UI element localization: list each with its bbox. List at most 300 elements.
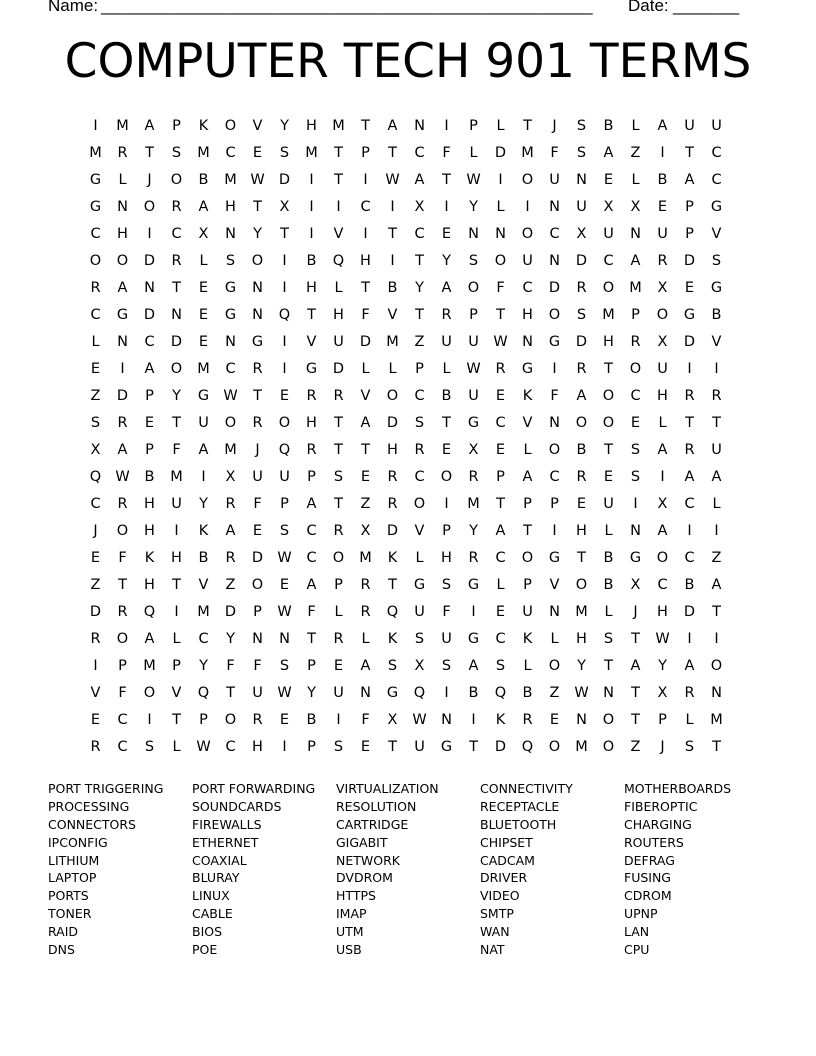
grid-letter[interactable]: G: [305, 360, 318, 377]
grid-letter[interactable]: T: [604, 441, 613, 458]
grid-letter[interactable]: B: [306, 252, 317, 269]
grid-letter[interactable]: B: [603, 576, 614, 593]
grid-letter[interactable]: X: [657, 279, 668, 296]
grid-letter[interactable]: L: [550, 630, 559, 647]
grid-letter[interactable]: Y: [226, 630, 235, 647]
grid-letter[interactable]: X: [360, 522, 371, 539]
grid-letter[interactable]: T: [307, 630, 316, 647]
grid-letter[interactable]: A: [117, 279, 128, 296]
grid-letter[interactable]: U: [414, 738, 425, 755]
grid-letter[interactable]: U: [441, 630, 452, 647]
grid-letter[interactable]: P: [334, 576, 343, 593]
grid-letter[interactable]: H: [522, 306, 533, 323]
grid-letter[interactable]: M: [170, 468, 183, 485]
grid-letter[interactable]: P: [415, 360, 424, 377]
grid-letter[interactable]: K: [495, 711, 506, 728]
grid-letter[interactable]: G: [521, 360, 534, 377]
grid-letter[interactable]: R: [333, 387, 344, 404]
grid-letter[interactable]: R: [360, 576, 371, 593]
grid-letter[interactable]: U: [252, 468, 263, 485]
grid-letter[interactable]: N: [549, 198, 560, 215]
grid-letter[interactable]: H: [387, 441, 398, 458]
grid-letter[interactable]: B: [387, 279, 398, 296]
grid-letter[interactable]: R: [117, 495, 128, 512]
grid-letter[interactable]: G: [386, 684, 399, 701]
grid-letter[interactable]: T: [496, 495, 505, 512]
grid-letter[interactable]: T: [685, 414, 694, 431]
grid-letter[interactable]: T: [712, 738, 721, 755]
grid-letter[interactable]: R: [684, 684, 695, 701]
grid-letter[interactable]: O: [440, 468, 453, 485]
grid-letter[interactable]: Q: [494, 684, 507, 701]
grid-letter[interactable]: I: [174, 522, 179, 539]
grid-letter[interactable]: A: [684, 468, 695, 485]
grid-letter[interactable]: M: [575, 738, 588, 755]
grid-letter[interactable]: R: [468, 549, 479, 566]
grid-letter[interactable]: C: [306, 549, 317, 566]
grid-letter[interactable]: N: [495, 225, 506, 242]
grid-letter[interactable]: W: [223, 387, 238, 404]
grid-letter[interactable]: D: [143, 252, 156, 269]
grid-letter[interactable]: R: [495, 360, 506, 377]
grid-letter[interactable]: V: [414, 522, 425, 539]
grid-letter[interactable]: L: [91, 333, 100, 350]
grid-letter[interactable]: T: [253, 387, 262, 404]
grid-letter[interactable]: R: [117, 144, 128, 161]
grid-letter[interactable]: T: [712, 603, 721, 620]
grid-letter[interactable]: U: [603, 495, 614, 512]
grid-letter[interactable]: D: [683, 333, 696, 350]
grid-letter[interactable]: O: [602, 738, 615, 755]
grid-letter[interactable]: A: [360, 414, 371, 431]
grid-letter[interactable]: O: [278, 414, 291, 431]
grid-letter[interactable]: T: [415, 306, 424, 323]
grid-letter[interactable]: N: [225, 225, 236, 242]
grid-letter[interactable]: I: [525, 198, 530, 215]
grid-letter[interactable]: Y: [415, 279, 424, 296]
grid-letter[interactable]: U: [468, 333, 479, 350]
grid-letter[interactable]: L: [496, 198, 505, 215]
grid-letter[interactable]: W: [385, 171, 400, 188]
grid-letter[interactable]: C: [198, 630, 209, 647]
grid-letter[interactable]: Z: [90, 387, 101, 404]
grid-letter[interactable]: Z: [225, 576, 236, 593]
grid-letter[interactable]: E: [360, 738, 371, 755]
grid-letter[interactable]: R: [90, 738, 101, 755]
grid-letter[interactable]: T: [280, 225, 289, 242]
grid-letter[interactable]: U: [549, 171, 560, 188]
grid-letter[interactable]: A: [306, 495, 317, 512]
grid-letter[interactable]: P: [523, 495, 532, 512]
grid-letter[interactable]: E: [549, 711, 560, 728]
grid-letter[interactable]: E: [252, 522, 263, 539]
grid-letter[interactable]: U: [468, 387, 479, 404]
grid-letter[interactable]: K: [387, 630, 398, 647]
grid-letter[interactable]: B: [576, 441, 587, 458]
grid-letter[interactable]: U: [441, 333, 452, 350]
grid-letter[interactable]: N: [252, 306, 263, 323]
grid-letter[interactable]: E: [90, 549, 101, 566]
grid-letter[interactable]: B: [144, 468, 155, 485]
grid-letter[interactable]: E: [630, 414, 641, 431]
grid-letter[interactable]: I: [444, 198, 449, 215]
grid-letter[interactable]: F: [118, 684, 127, 701]
grid-letter[interactable]: T: [388, 576, 397, 593]
grid-letter[interactable]: N: [144, 279, 155, 296]
grid-letter[interactable]: L: [523, 657, 532, 674]
grid-letter[interactable]: V: [360, 387, 371, 404]
grid-letter[interactable]: H: [225, 198, 236, 215]
grid-letter[interactable]: C: [711, 144, 722, 161]
grid-letter[interactable]: G: [710, 198, 723, 215]
grid-letter[interactable]: I: [93, 117, 98, 134]
grid-letter[interactable]: T: [388, 738, 397, 755]
grid-letter[interactable]: F: [253, 657, 262, 674]
grid-letter[interactable]: M: [629, 279, 642, 296]
grid-letter[interactable]: W: [655, 630, 670, 647]
grid-letter[interactable]: V: [711, 225, 722, 242]
grid-letter[interactable]: R: [225, 495, 236, 512]
grid-letter[interactable]: O: [170, 171, 183, 188]
grid-letter[interactable]: L: [199, 252, 208, 269]
grid-letter[interactable]: X: [657, 495, 668, 512]
grid-letter[interactable]: U: [252, 684, 263, 701]
grid-letter[interactable]: I: [687, 522, 692, 539]
grid-letter[interactable]: W: [277, 684, 292, 701]
grid-letter[interactable]: X: [576, 225, 587, 242]
grid-letter[interactable]: T: [415, 252, 424, 269]
grid-letter[interactable]: P: [442, 522, 451, 539]
grid-letter[interactable]: Z: [360, 495, 371, 512]
grid-letter[interactable]: B: [603, 117, 614, 134]
grid-letter[interactable]: G: [224, 279, 237, 296]
grid-letter[interactable]: G: [548, 549, 561, 566]
grid-letter[interactable]: H: [306, 279, 317, 296]
grid-letter[interactable]: W: [412, 711, 427, 728]
grid-letter[interactable]: I: [309, 225, 314, 242]
grid-letter[interactable]: X: [414, 657, 425, 674]
grid-letter[interactable]: T: [496, 306, 505, 323]
grid-letter[interactable]: N: [225, 333, 236, 350]
grid-letter[interactable]: D: [683, 252, 696, 269]
grid-letter[interactable]: R: [171, 198, 182, 215]
grid-letter[interactable]: U: [171, 495, 182, 512]
grid-letter[interactable]: P: [172, 117, 181, 134]
grid-letter[interactable]: Q: [278, 306, 291, 323]
grid-letter[interactable]: J: [633, 603, 638, 620]
grid-letter[interactable]: S: [711, 252, 722, 269]
grid-letter[interactable]: E: [144, 414, 155, 431]
grid-letter[interactable]: O: [521, 225, 534, 242]
grid-letter[interactable]: X: [603, 198, 614, 215]
grid-letter[interactable]: C: [225, 738, 236, 755]
grid-letter[interactable]: C: [144, 333, 155, 350]
grid-letter[interactable]: C: [630, 387, 641, 404]
grid-letter[interactable]: R: [684, 387, 695, 404]
grid-letter[interactable]: L: [118, 171, 127, 188]
grid-letter[interactable]: V: [198, 576, 209, 593]
grid-letter[interactable]: W: [196, 738, 211, 755]
grid-letter[interactable]: G: [467, 630, 480, 647]
grid-letter[interactable]: D: [89, 603, 102, 620]
grid-letter[interactable]: O: [602, 279, 615, 296]
grid-letter[interactable]: I: [282, 738, 287, 755]
grid-letter[interactable]: M: [359, 549, 372, 566]
grid-letter[interactable]: S: [333, 738, 344, 755]
grid-letter[interactable]: P: [307, 738, 316, 755]
grid-letter[interactable]: N: [252, 279, 263, 296]
grid-letter[interactable]: U: [522, 252, 533, 269]
grid-letter[interactable]: I: [336, 711, 341, 728]
grid-letter[interactable]: H: [144, 576, 155, 593]
grid-letter[interactable]: I: [282, 360, 287, 377]
grid-letter[interactable]: V: [711, 333, 722, 350]
grid-letter[interactable]: I: [660, 144, 665, 161]
grid-letter[interactable]: N: [549, 252, 560, 269]
grid-letter[interactable]: D: [143, 306, 156, 323]
grid-letter[interactable]: U: [522, 603, 533, 620]
grid-letter[interactable]: I: [93, 657, 98, 674]
grid-letter[interactable]: I: [174, 603, 179, 620]
grid-letter[interactable]: R: [306, 441, 317, 458]
grid-letter[interactable]: M: [224, 441, 237, 458]
grid-letter[interactable]: E: [657, 198, 668, 215]
grid-letter[interactable]: P: [253, 603, 262, 620]
grid-letter[interactable]: L: [388, 360, 397, 377]
grid-letter[interactable]: I: [147, 711, 152, 728]
grid-letter[interactable]: A: [630, 657, 641, 674]
grid-letter[interactable]: C: [495, 630, 506, 647]
grid-letter[interactable]: S: [387, 657, 398, 674]
grid-letter[interactable]: O: [224, 117, 237, 134]
grid-letter[interactable]: O: [629, 360, 642, 377]
grid-letter[interactable]: O: [116, 522, 129, 539]
grid-letter[interactable]: N: [279, 630, 290, 647]
grid-letter[interactable]: N: [711, 684, 722, 701]
grid-letter[interactable]: D: [332, 360, 345, 377]
grid-letter[interactable]: Y: [442, 252, 451, 269]
grid-letter[interactable]: E: [495, 387, 506, 404]
grid-letter[interactable]: V: [90, 684, 101, 701]
grid-letter[interactable]: T: [334, 414, 343, 431]
grid-letter[interactable]: W: [250, 171, 265, 188]
grid-letter[interactable]: L: [415, 549, 424, 566]
grid-letter[interactable]: M: [305, 144, 318, 161]
grid-letter[interactable]: C: [414, 387, 425, 404]
grid-letter[interactable]: M: [89, 144, 102, 161]
grid-letter[interactable]: S: [630, 468, 641, 485]
date-field[interactable]: _______: [673, 0, 740, 15]
grid-letter[interactable]: D: [251, 549, 264, 566]
grid-letter[interactable]: N: [171, 306, 182, 323]
grid-letter[interactable]: D: [494, 738, 507, 755]
grid-letter[interactable]: O: [224, 414, 237, 431]
grid-letter[interactable]: C: [117, 711, 128, 728]
grid-letter[interactable]: I: [633, 495, 638, 512]
grid-letter[interactable]: O: [656, 306, 669, 323]
grid-letter[interactable]: C: [711, 171, 722, 188]
grid-letter[interactable]: H: [441, 549, 452, 566]
grid-letter[interactable]: R: [657, 252, 668, 269]
grid-letter[interactable]: R: [306, 387, 317, 404]
grid-letter[interactable]: Y: [469, 198, 478, 215]
grid-letter[interactable]: M: [143, 657, 156, 674]
grid-letter[interactable]: F: [253, 495, 262, 512]
grid-letter[interactable]: W: [277, 603, 292, 620]
grid-letter[interactable]: H: [657, 387, 668, 404]
grid-letter[interactable]: Y: [199, 495, 208, 512]
grid-letter[interactable]: T: [388, 144, 397, 161]
grid-letter[interactable]: R: [387, 495, 398, 512]
grid-letter[interactable]: T: [388, 225, 397, 242]
grid-letter[interactable]: I: [714, 360, 719, 377]
grid-letter[interactable]: N: [117, 333, 128, 350]
grid-letter[interactable]: Z: [630, 738, 641, 755]
grid-letter[interactable]: P: [280, 495, 289, 512]
grid-letter[interactable]: F: [550, 387, 559, 404]
grid-letter[interactable]: O: [224, 711, 237, 728]
grid-letter[interactable]: E: [603, 468, 614, 485]
grid-letter[interactable]: Q: [197, 684, 210, 701]
grid-letter[interactable]: O: [251, 576, 264, 593]
grid-letter[interactable]: T: [361, 117, 370, 134]
grid-letter[interactable]: T: [334, 441, 343, 458]
grid-letter[interactable]: I: [471, 711, 476, 728]
grid-letter[interactable]: I: [444, 117, 449, 134]
grid-letter[interactable]: T: [172, 414, 181, 431]
grid-letter[interactable]: S: [441, 657, 452, 674]
grid-letter[interactable]: H: [576, 630, 587, 647]
grid-letter[interactable]: X: [414, 198, 425, 215]
grid-letter[interactable]: T: [307, 306, 316, 323]
grid-letter[interactable]: Z: [549, 684, 560, 701]
grid-letter[interactable]: O: [602, 387, 615, 404]
grid-letter[interactable]: Z: [630, 144, 641, 161]
grid-letter[interactable]: Y: [253, 225, 262, 242]
grid-letter[interactable]: D: [116, 387, 129, 404]
grid-letter[interactable]: T: [118, 576, 127, 593]
grid-letter[interactable]: L: [469, 144, 478, 161]
grid-letter[interactable]: G: [251, 333, 264, 350]
grid-letter[interactable]: R: [333, 630, 344, 647]
grid-letter[interactable]: S: [468, 252, 479, 269]
grid-letter[interactable]: V: [522, 414, 533, 431]
grid-letter[interactable]: G: [89, 171, 102, 188]
grid-letter[interactable]: E: [360, 468, 371, 485]
grid-letter[interactable]: N: [414, 117, 425, 134]
grid-letter[interactable]: I: [714, 630, 719, 647]
grid-letter[interactable]: K: [198, 117, 209, 134]
grid-letter[interactable]: F: [226, 657, 235, 674]
grid-letter[interactable]: B: [198, 549, 209, 566]
grid-letter[interactable]: Q: [413, 684, 426, 701]
grid-letter[interactable]: W: [115, 468, 130, 485]
grid-letter[interactable]: T: [361, 279, 370, 296]
grid-letter[interactable]: A: [657, 522, 668, 539]
grid-letter[interactable]: L: [361, 360, 370, 377]
grid-letter[interactable]: S: [441, 576, 452, 593]
grid-letter[interactable]: P: [685, 225, 694, 242]
grid-letter[interactable]: I: [687, 630, 692, 647]
grid-letter[interactable]: M: [386, 333, 399, 350]
grid-letter[interactable]: I: [282, 252, 287, 269]
grid-letter[interactable]: H: [306, 414, 317, 431]
grid-letter[interactable]: V: [306, 333, 317, 350]
grid-letter[interactable]: C: [495, 549, 506, 566]
grid-letter[interactable]: I: [444, 495, 449, 512]
grid-letter[interactable]: I: [309, 198, 314, 215]
grid-letter[interactable]: C: [549, 225, 560, 242]
grid-letter[interactable]: S: [90, 414, 101, 431]
grid-letter[interactable]: A: [468, 657, 479, 674]
grid-letter[interactable]: W: [466, 360, 481, 377]
grid-letter[interactable]: G: [467, 414, 480, 431]
grid-letter[interactable]: E: [495, 603, 506, 620]
grid-letter[interactable]: E: [603, 171, 614, 188]
grid-letter[interactable]: E: [495, 441, 506, 458]
grid-letter[interactable]: C: [414, 225, 425, 242]
grid-letter[interactable]: H: [144, 522, 155, 539]
grid-letter[interactable]: M: [710, 711, 723, 728]
grid-letter[interactable]: Y: [469, 522, 478, 539]
grid-letter[interactable]: C: [171, 225, 182, 242]
grid-letter[interactable]: R: [441, 306, 452, 323]
grid-letter[interactable]: R: [684, 441, 695, 458]
grid-letter[interactable]: H: [360, 252, 371, 269]
grid-letter[interactable]: R: [171, 252, 182, 269]
grid-letter[interactable]: V: [171, 684, 182, 701]
grid-letter[interactable]: T: [172, 576, 181, 593]
grid-letter[interactable]: Q: [386, 603, 399, 620]
grid-letter[interactable]: W: [574, 684, 589, 701]
grid-letter[interactable]: X: [198, 225, 209, 242]
grid-letter[interactable]: R: [630, 333, 641, 350]
grid-letter[interactable]: E: [279, 576, 290, 593]
grid-letter[interactable]: L: [631, 171, 640, 188]
grid-letter[interactable]: U: [603, 225, 614, 242]
grid-letter[interactable]: C: [90, 495, 101, 512]
grid-letter[interactable]: F: [442, 144, 451, 161]
grid-letter[interactable]: T: [631, 711, 640, 728]
grid-letter[interactable]: C: [306, 522, 317, 539]
grid-letter[interactable]: P: [631, 306, 640, 323]
grid-letter[interactable]: Q: [521, 738, 534, 755]
grid-letter[interactable]: R: [333, 522, 344, 539]
grid-letter[interactable]: U: [657, 225, 668, 242]
grid-letter[interactable]: E: [441, 441, 452, 458]
grid-letter[interactable]: W: [466, 171, 481, 188]
grid-letter[interactable]: U: [333, 684, 344, 701]
grid-letter[interactable]: Y: [658, 657, 667, 674]
grid-letter[interactable]: R: [90, 630, 101, 647]
grid-letter[interactable]: D: [386, 522, 399, 539]
grid-letter[interactable]: C: [549, 468, 560, 485]
grid-letter[interactable]: X: [90, 441, 101, 458]
grid-letter[interactable]: N: [522, 333, 533, 350]
grid-letter[interactable]: J: [147, 171, 152, 188]
grid-letter[interactable]: B: [603, 549, 614, 566]
grid-letter[interactable]: O: [602, 711, 615, 728]
grid-letter[interactable]: H: [306, 117, 317, 134]
grid-letter[interactable]: G: [467, 576, 480, 593]
grid-letter[interactable]: H: [171, 549, 182, 566]
grid-letter[interactable]: T: [361, 441, 370, 458]
grid-letter[interactable]: A: [198, 198, 209, 215]
grid-letter[interactable]: H: [333, 306, 344, 323]
grid-letter[interactable]: T: [523, 117, 532, 134]
grid-letter[interactable]: P: [550, 495, 559, 512]
grid-letter[interactable]: O: [116, 252, 129, 269]
